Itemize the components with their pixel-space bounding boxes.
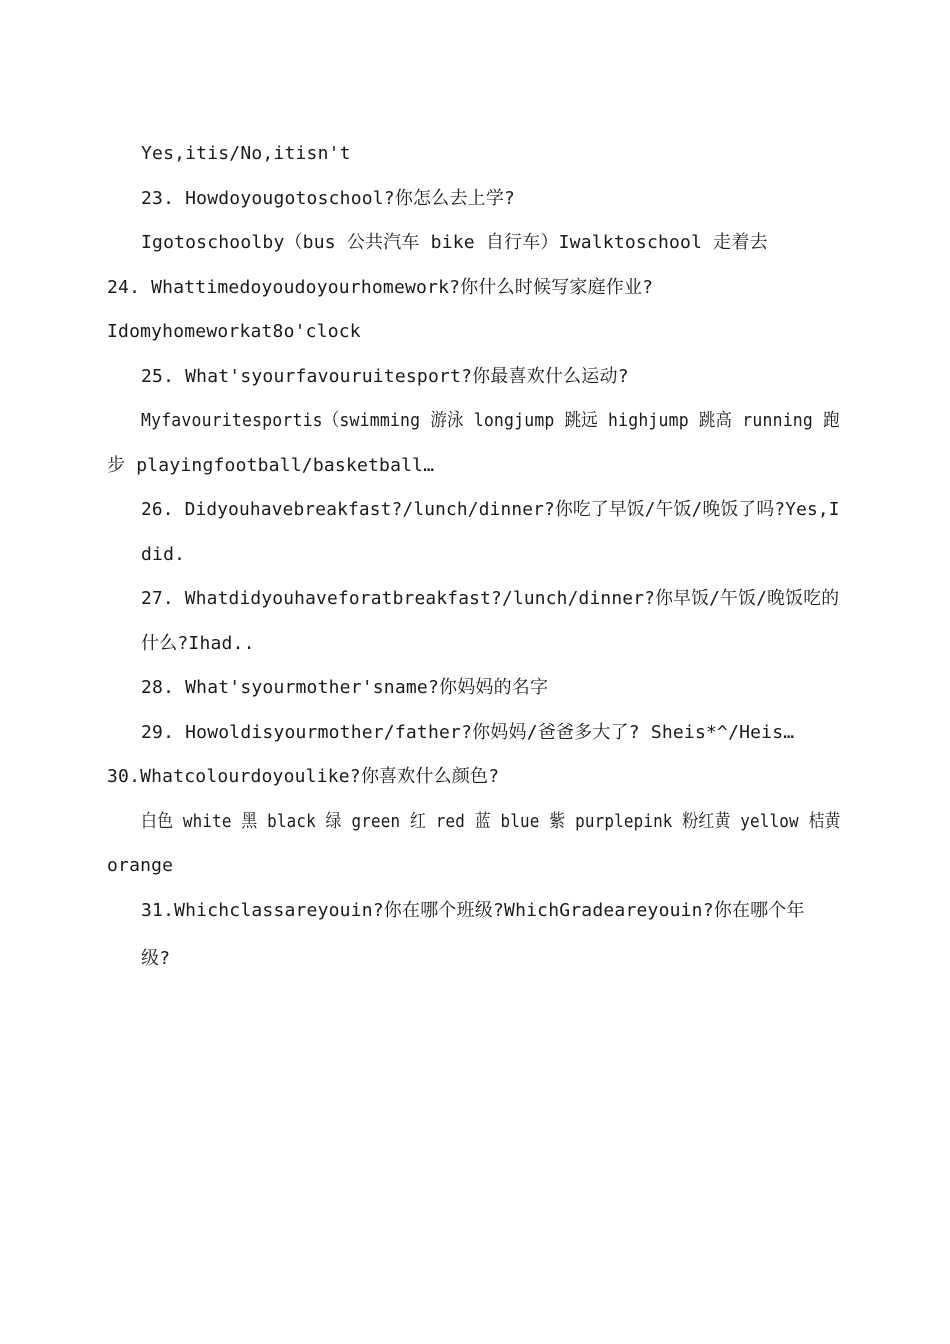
question-28: 28. What'syourmother'sname?你妈妈的名字	[141, 677, 549, 698]
question-30: 30.Whatcolourdoyoulike?你喜欢什么颜色?	[107, 766, 500, 787]
question-31-continued: 级?	[141, 948, 171, 969]
answer-line-27: 什么?Ihad..	[141, 633, 255, 654]
answer-line-26: did.	[141, 544, 186, 565]
answer-line-22: Yes,itis/No,itisn't	[141, 143, 351, 164]
question-31: 31.Whichclassareyouin?你在哪个班级?WhichGradeareyouin?你在哪个年	[141, 900, 805, 921]
question-26: 26. Didyouhavebreakfast?/lunch/dinner?你吃了早饭/午饭/晚饭了吗?Yes,I	[141, 499, 840, 520]
question-25: 25. What'syourfavouruitesport?你最喜欢什么运动?	[141, 366, 629, 387]
answer-line-25b: 步 playingfootball/basketball…	[107, 455, 435, 476]
question-23: 23. Howdoyougotoschool?你怎么去上学?	[141, 188, 516, 209]
question-27: 27. Whatdidyouhaveforatbreakfast?/lunch/dinner?你早饭/午饭/晚饭吃的	[141, 588, 840, 609]
answer-line-30b: orange	[107, 855, 174, 876]
answer-line-24: Idomyhomeworkat8o'clock	[107, 321, 361, 342]
answer-line-30a: 白色 white 黑 black 绿 green 红 red 蓝 blue 紫 purplepink 粉红黄 yellow 桔黄	[141, 811, 841, 832]
question-29: 29. Howoldisyourmother/father?你妈妈/爸爸多大了? Sheis*^/Heis…	[141, 722, 795, 743]
question-24: 24. Whattimedoyoudoyourhomework?你什么时候写家庭作业?	[107, 277, 654, 298]
answer-line-23: Igotoschoolby（bus 公共汽车 bike 自行车）Iwalktoschool 走着去	[141, 232, 768, 253]
answer-line-25a: Myfavouritesportis（swimming 游泳 longjump 跳远 highjump 跳高 running 跑	[141, 410, 840, 431]
